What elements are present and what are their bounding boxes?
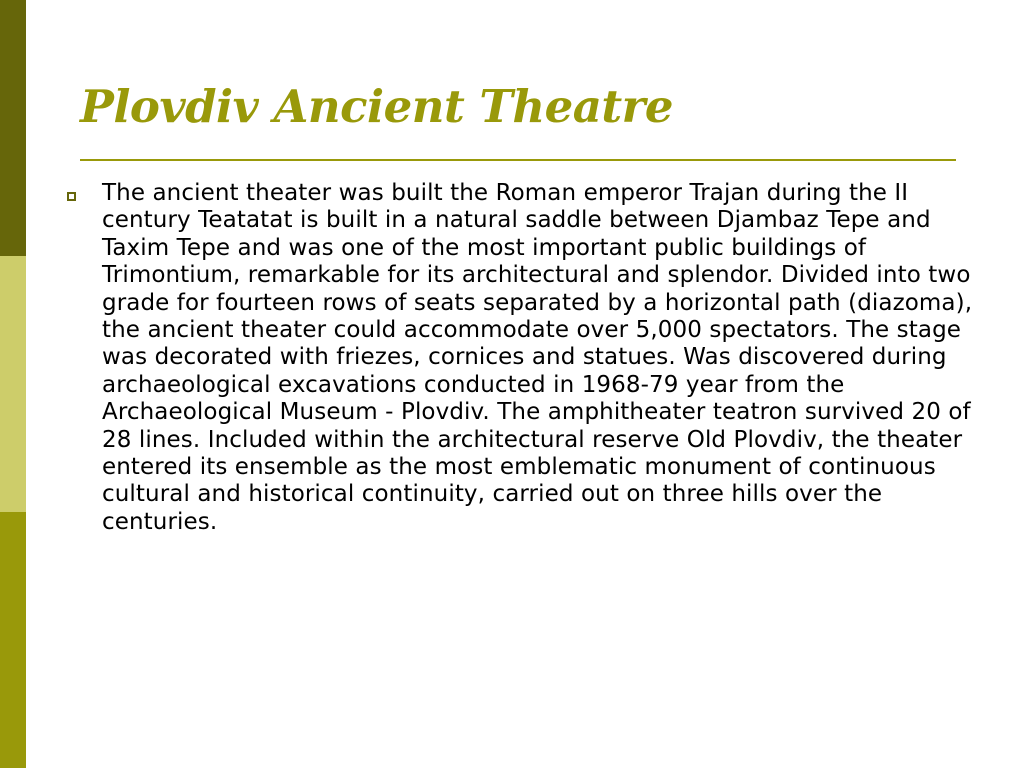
hollow-square-bullet-icon: [67, 192, 76, 201]
sidebar-accent-middle: [0, 256, 26, 512]
bullet-text: The ancient theater was built the Roman emperor Trajan during the II century Teatatat is built in a natural saddle between Djambaz Tepe and Taxim Tepe and was one of the most important public buildings of Trimontium, remarkable for its architectural and splendor. Divided into two grade for fourteen rows of seats separated by a horizontal path (diazoma), the ancient theater could accommodate over 5,000 spectators. The stage was decorated with friezes, cornices and statues. Was discovered during archaeological excavations conducted in 1968-79 year from the Archaeological Museum - Plovdiv. The amphitheater teatron survived 20 of 28 lines. Included within the architectural reserve Old Plovdiv, the theater entered its ensemble as the most emblematic monument of continuous cultural and historical continuity, carried out on three hills over the centuries.: [102, 180, 973, 535]
title-underline-rule: [80, 159, 956, 161]
sidebar-accent-top: [0, 0, 26, 256]
bullet-item: [62, 180, 977, 536]
slide-body: [62, 180, 977, 536]
sidebar-accent-bottom: [0, 512, 26, 768]
slide-title: Plovdiv Ancient Theatre: [80, 80, 674, 133]
